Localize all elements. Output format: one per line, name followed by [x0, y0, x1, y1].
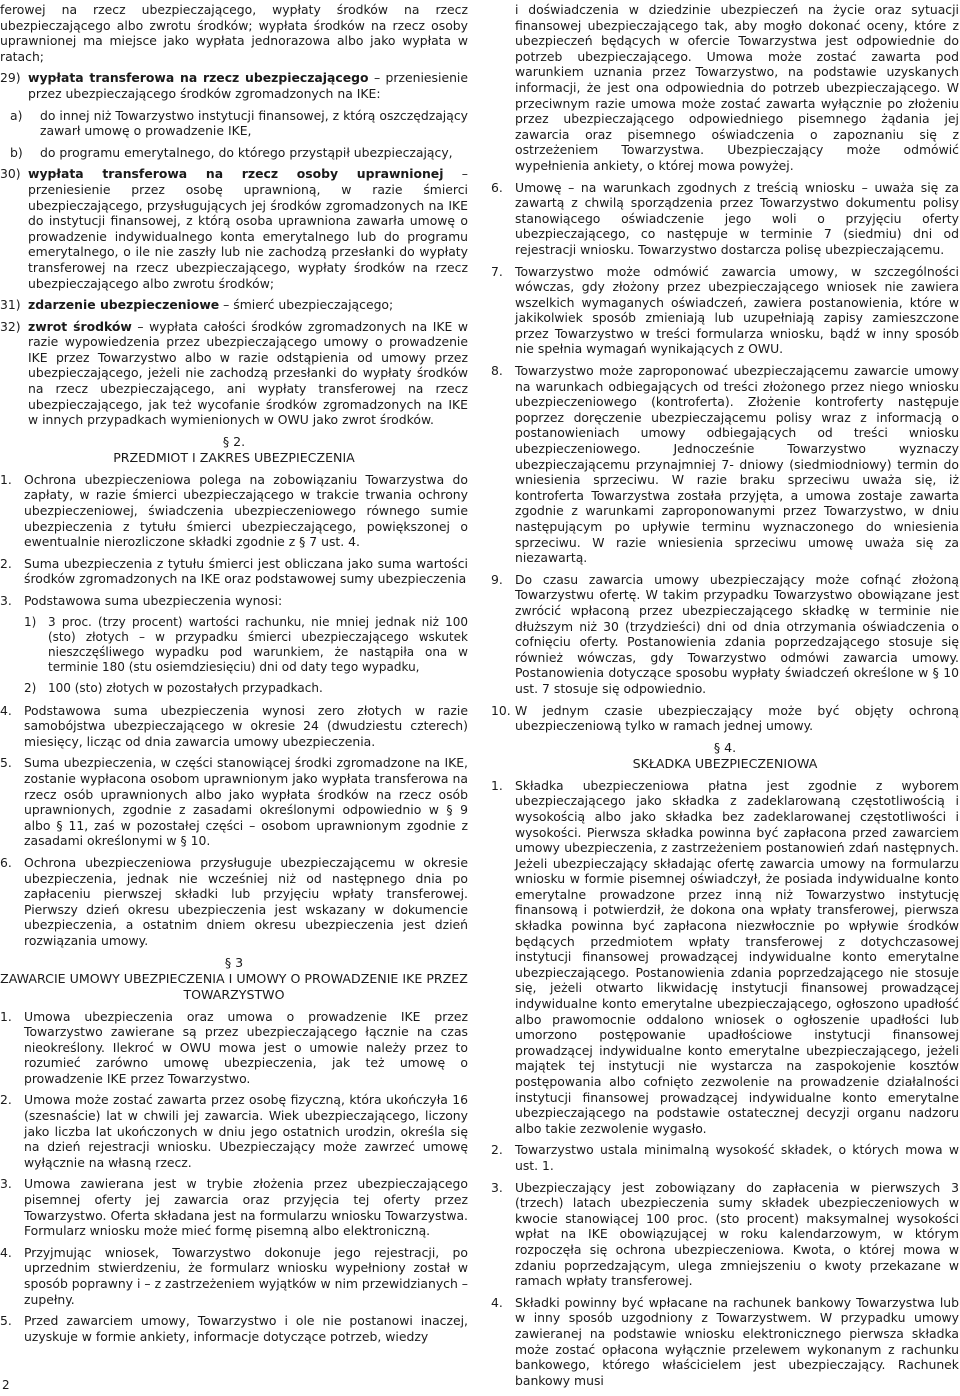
item-text: Przyjmując wniosek, Towarzystwo dokonuje jego rejestracji, po uprzednim stwierdzeniu, że formularz wniosku wypełniony został w sposób poprawny i – z zastrzeżeniem wyjątków w nim przewidzianych – zupełny.: [24, 1244, 468, 1307]
item-text: W jednym czasie ubezpieczający może być objęty ochroną ubezpieczeniową tylko w ramach jednej umowy.: [515, 702, 959, 734]
section-3-item-3: [0, 1176, 468, 1238]
item-number: 7.: [491, 263, 503, 279]
item-number: 3.: [0, 1176, 12, 1192]
page-number: 2: [2, 1378, 10, 1392]
section-3-item-5: [0, 1313, 468, 1344]
definition-term: wypłata transferowa na rzecz ubezpieczającego: [28, 70, 369, 86]
definition-29-b: [10, 145, 468, 161]
section-3-heading: [0, 955, 468, 1003]
definition-29: [0, 70, 468, 101]
right-column: [491, 2, 959, 1394]
item-number: 4.: [0, 702, 12, 718]
section-title: PRZEDMIOT I ZAKRES UBEZPIECZENIA: [113, 449, 355, 465]
item-number: 4.: [0, 1244, 12, 1260]
definition-32: [0, 319, 468, 428]
item-number: 5.: [0, 755, 12, 771]
item-text: Składki powinny być wpłacane na rachunek bankowy Towarzystwa lub w inny sposób uzgodniony z Towarzystwem. W przypadku umowy zawieranej na podstawie wniosku elektronicznego pierwsza składka może zostać opłacona wyłącznie przelewem wykonanym z rachunku bankowego, którego właścicielem jest ubezpieczający. Rachunek bankowy musi: [515, 1294, 959, 1388]
section-3-item-2: [0, 1092, 468, 1170]
item-number: 3.: [0, 593, 12, 608]
item-text: Umowa ubezpieczenia oraz umowa o prowadzenie IKE przez Towarzystwo zawierane są przez ubezpieczającego łącznie na czas nieokreślony. Ilekroć w OWU mowa jest o umowie należy przez to rozumieć zarówno umowę ubezpieczenia, jak też umowę o prowadzenie IKE przez Towarzystwo.: [24, 1008, 468, 1086]
section-3-item-10: [491, 703, 959, 734]
item-number: 6.: [0, 854, 12, 870]
item-text: Umowę – na warunkach zgodnych z treścią wniosku – uważa się za zawartą z chwilą sporządzenia przez Towarzystwo dokumentu polisy stanowiącego oświadczenie jego woli o przyjęciu oferty ubezpieczającego, co następuje w terminie 7 (siedmiu) dni od rejestracji wniosku. Towarzystwo dostarcza polisę ubezpieczającemu.: [515, 179, 959, 257]
definition-term: zwrot środków: [28, 318, 132, 334]
section-4-item-2: [491, 1142, 959, 1173]
definition-number: 29): [0, 70, 21, 86]
definition-31: [0, 297, 468, 313]
item-text: Ochrona ubezpieczeniowa polega na zobowiązaniu Towarzystwa do zapłaty, w razie śmierci ubezpieczającego w trakcie trwania ochrony ubezpieczeniowej, świadczenia ubezpieczeniowego równego sumie ubezpieczenia z tytułu śmierci ubezpieczającego, powiększonej o ewentualnie nierozliczone składki zgodnie z § 7 ust. 4.: [24, 471, 468, 550]
item-text: Składka ubezpieczeniowa płatna jest zgodnie z wyborem ubezpieczającego jako składka z zadeklarowaną częstotliwością i wysokością albo jako składka bez zadeklarowanej częstotliwości i wysokości. Pierwsza składka powinna być zapłacona przed zawarciem umowy ubezpieczenia, z zastrzeżeniem postanowień zdań następnych. Jeżeli ubezpieczający składając ofertę zawarcia umowy na formularzu wniosku w formie pisemnej oświadczył, że posiada indywidualne konto emerytalne prowadzone przez inną niż Towarzystwo instytucję finansową i potwierdził, że dokona ona wpłaty transferowej, pierwsza składka powinna być zapłacona niezwłocznie po wpływie środków będących przedmiotem wpłaty transferowej z dotychczasowej instytucji finansowej prowadzącej indywidualne konto emerytalne ubezpieczającego. Postanowienia zdania poprzedzającego nie stosuje się, jeżeli otwarto likwidację instytucji finansowej prowadzącej indywidualne konto emerytalne ubezpieczającego, ogłoszono upadłość albo prawomocnie oddalono wniosek o ogłoszenie upadłości lub umorzono postępowanie upadłościowe instytucji finansowej prowadzącej indywidualne konto emerytalne ubezpieczającego, jeżeli majątek tej instytucji nie wystarcza na zaspokojenie kosztów postępowania albo cofnięto zezwolenie na prowadzenie działalności instytucji finansowej prowadzącej indywidualne konto emerytalne ubezpieczającego na podstawie ostatecznej decyzji organu nadzoru albo takie zezwolenie wygasło.: [515, 777, 959, 1136]
item-text: Przed zawarciem umowy, Towarzystwo i ole nie postanowi inaczej, uzyskuje w formie ankiety, informacje dotyczące potrzeb, wiedzy: [24, 1313, 468, 1344]
definition-29-a: [10, 108, 468, 139]
section-3-item-4: [0, 1245, 468, 1307]
definition-term: zdarzenie ubezpieczeniowe: [28, 297, 220, 313]
continuation-text: i doświadczenia w dziedzinie ubezpieczeń na życie oraz sytuacji finansowej ubezpieczającego tak, aby mogło dokonać oceny, które z ubezpieczeń będących w ofercie Towarzystwa jest odpowiednie do potrzeb ubezpieczającego. Umowa może zostać zawarta pod warunkiem uznania przez Towarzystwo, na podstawie uzyskanych informacji, że jest ona odpowiednia do potrzeb ubezpieczającego. W przeciwnym razie umowa może zostać zawarta wyłącznie po złożeniu przez ubezpieczającego odpowiedniego pisemnego żądania jej zawarcia oraz pisemnego oświadczenia o zapoznaniu się z ostrzeżeniem Towarzystwa. Ubezpieczający może odmówić wypełnienia ankiety, o której mowa powyżej.: [515, 2, 959, 173]
item-text: Umowa może zostać zawarta przez osobę fizyczną, która ukończyła 16 (szesnaście) lat w chwili jej zawarcia. Wiek ubezpieczającego, liczony jako liczba lat ukończonych w dniu jego ostatnich urodzin, określa się na dzień rejestracji wniosku. Ubezpieczający może zawrzeć umowę wyłącznie na własną rzecz.: [24, 1092, 468, 1170]
item-text: Podstawowa suma ubezpieczenia wynosi:: [24, 593, 283, 608]
definition-number: 31): [0, 297, 21, 313]
item-text: Towarzystwo może odmówić zawarcia umowy, w szczególności wówczas, gdy złożony przez ubezpieczającego wniosek nie zawiera wszelkich wymaganych oświadczeń, zawiera postanowienia, które w jakikolwiek sposób zmieniają lub uzupełniają zapisy zamieszczone przez Towarzystwo w treści formularza wniosku, bądź w inny sposób nie spełnia wymagań wynikających z OWU.: [515, 263, 959, 357]
item-text: Umowa zawierana jest w trybie złożenia przez ubezpieczającego pisemnej oferty jej zawarcia oraz przyjęcia tej oferty przez Towarzystwo. Oferta składana jest na formularzu wniosku Towarzystwa. Formularz wniosku może mieć formę pisemną albo elektroniczną.: [24, 1176, 468, 1239]
item-number: 2.: [0, 555, 12, 571]
continuation-text: ferowej na rzecz ubezpieczającego, wypłaty środków na rzecz ubezpieczającego albo zwrotu środków; wypłata środków na rzecz osoby uprawnionej ma miejsce jako wypłata jednorazowa albo jako wypłata w ratach;: [0, 2, 468, 64]
section-3-item-1: [0, 1009, 468, 1087]
item-number: 2.: [491, 1142, 503, 1158]
left-column: [0, 2, 468, 1350]
sub-item-text: do innej niż Towarzystwo instytucji finansowej, z którą oszczędzający zawarł umowę o prowadzenie IKE,: [40, 107, 468, 139]
item-text: Podstawowa suma ubezpieczenia wynosi zero złotych w razie samobójstwa ubezpieczającego w okresie 24 (dwudziestu czterech) miesięcy, licząc od dnia zawarcia umowy ubezpieczenia.: [24, 702, 468, 749]
item-number: 9.: [491, 571, 503, 587]
item-text: Suma ubezpieczenia, w części stanowiącej środki zgromadzone na IKE, zostanie wypłacona osobom uprawnionym jako wypłata transferowa na rzecz osób uprawnionych albo jako wypłata środków na rzecz osób uprawnionych, zgodnie z zasadami określonymi odpowiednio w § 9 albo § 11, zaś w pozostałej części – osobom uprawnionym zgodnie z zasadami określonymi w § 10.: [24, 755, 468, 849]
section-2-item-5: [0, 755, 468, 849]
section-3-item-9: [491, 572, 959, 697]
section-3-item-8: [491, 363, 959, 566]
section-4-item-3: [491, 1180, 959, 1289]
sub-item-number: 2): [24, 681, 37, 696]
sub-item-text: 100 (sto) złotych w pozostałych przypadkach.: [48, 681, 323, 696]
item-number: 10.: [491, 702, 511, 718]
definition-text: – wypłata całości środków zgromadzonych na IKE w razie wypowiedzenia przez ubezpieczającego umowy o prowadzenie IKE przez Towarzystwo albo w razie odstąpienia od umowy przez ubezpieczającego, jeżeli nie zachodzą przesłanki do wypłaty środków na rzecz ubezpieczającego, ani wypłaty transferowej na rzecz ubezpieczającego, jak też wycofanie środków zgromadzonych na IKE w innych przypadkach wymienionych w OWU jako zwrot środków.: [28, 318, 468, 428]
section-symbol: § 4.: [713, 739, 737, 755]
section-2-item-2: [0, 556, 468, 587]
definition-term: wypłata transferowa na rzecz osoby uprawnionej: [28, 166, 444, 182]
sub-item-number: 1): [24, 614, 37, 629]
section-3-item-6: [491, 180, 959, 258]
item-text: Towarzystwo może zaproponować ubezpieczającemu zawarcie umowy na warunkach odbiegających od treści złożonego przez niego wniosku ubezpieczeniowego (kontroferta). Złożenie kontroferty następuje poprzez doręczenie ubezpieczającemu polisy wraz z informacją o postanowieniach umowy odbiegających od treści wniosku ubezpieczeniowego. Jednocześnie Towarzystwo wyznaczy ubezpieczającemu przynajmniej 7- dniowy (siedmiodniowy) termin do wniesienia sprzeciwu. W razie braku sprzeciwu uważa się, iż kontroferta Towarzystwa została przyjęta, a umowa zostaje zawarta zgodnie z warunkami zaproponowanymi przez Towarzystwo, w dniu następującym po upływie terminu wyznaczonego do wniesienia sprzeciwu. W razie wniesienia sprzeciwu umowę uważa się za niezawartą.: [515, 363, 959, 566]
item-number: 1.: [0, 1008, 12, 1024]
definition-text: – przeniesienie przez osobę uprawnioną, w razie śmierci ubezpieczającego, przysługujących jej środków zgromadzonych na IKE do instytucji finansowej, z którą osoba uprawniona zawarła umowę o prowadzenie indywidualnego konta emerytalnego lub do programu emerytalnego, o ile nie zaszły lub nie zachodzą przesłanki do wypłaty transferowej na rzecz ubezpieczającego, wypłaty środków na rzecz ubezpieczającego albo zwrotu środków;: [28, 166, 468, 291]
section-2-heading: [0, 434, 468, 466]
item-number: 1.: [491, 777, 503, 793]
sub-item-text: do programu emerytalnego, do którego przystąpił ubezpieczający,: [40, 144, 453, 160]
sub-item-letter: b): [10, 144, 23, 160]
item-text: Ochrona ubezpieczeniowa przysługuje ubezpieczającemu w okresie ubezpieczenia, jednak nie wcześniej niż od następnego dnia po zapłaceniu pierwszej składki lub przyjęciu wpłaty transferowej. Pierwszy dzień okresu ubezpieczenia jest wskazany w dokumencie ubezpieczenia, a ostatnim dniem okresu ubezpieczenia jest dzień rozwiązania umowy.: [24, 854, 468, 948]
item-text: Do czasu zawarcia umowy ubezpieczający może cofnąć złożoną Towarzystwu ofertę. W takim przypadku Towarzystwo obowiązane jest zwrócić wpłaconą przez ubezpieczającego składkę w terminie nie dłuższym niż 30 (trzydzieści) dni od dnia otrzymania oświadczenia o cofnięciu oferty. Postanowienia zdania poprzedzającego stosuje się również wówczas, gdy Towarzystwo odmówi zawarcia umowy. Postanowienia dotyczące sposobu wypłaty świadczeń określone w § 10 ust. 7 stosuje się odpowiednio.: [515, 571, 959, 696]
definition-30: [0, 166, 468, 291]
section-4-heading: [491, 740, 959, 772]
sub-item-letter: a): [10, 107, 23, 123]
section-2-item-3-sub-1: [24, 615, 468, 676]
sub-item-text: 3 proc. (trzy procent) wartości rachunku, nie mniej jednak niż 100 (sto) złotych – w przypadku śmierci ubezpieczającego wskutek nieszczęśliwego wypadku pod warunkiem, że nastąpiła ona w terminie 180 (stu osiemdziesięciu) dni od daty tego wypadku,: [48, 614, 468, 675]
section-2-item-4: [0, 703, 468, 750]
section-3-item-7: [491, 264, 959, 358]
item-number: 2.: [0, 1092, 12, 1108]
section-2-item-1: [0, 472, 468, 550]
item-number: 8.: [491, 363, 503, 379]
section-4-item-4: [491, 1295, 959, 1389]
item-number: 3.: [491, 1179, 503, 1195]
section-2-item-3: [0, 593, 468, 609]
item-text: Towarzystwo ustala minimalną wysokość składek, o których mowa w ust. 1.: [515, 1142, 959, 1173]
section-4-item-1: [491, 778, 959, 1137]
section-symbol: § 2.: [222, 433, 246, 449]
section-title: ZAWARCIE UMOWY UBEZPIECZENIA I UMOWY O PROWADZENIE IKE PRZEZ TOWARZYSTWO: [0, 970, 468, 1002]
item-number: 6.: [491, 179, 503, 195]
section-title: SKŁADKA UBEZPIECZENIOWA: [632, 755, 818, 771]
definition-text: – przeniesienie przez ubezpieczającego środków zgromadzonych na IKE:: [28, 70, 468, 101]
item-number: 4.: [491, 1294, 503, 1310]
item-number: 1.: [0, 471, 12, 487]
section-2-item-6: [0, 855, 468, 949]
definition-number: 32): [0, 318, 21, 334]
item-text: Ubezpieczający jest zobowiązany do zapłacenia w pierwszych 3 (trzech) latach ubezpieczenia sumy składek ubezpieczeniowych w kwocie stanowiącej 100 proc. (sto procent) maksymalnej wysokości wpłat na IKE obowiązującej w roku kalendarzowym, w którym rozpoczęła się ochrona ubezpieczeniowa. Kwota, o której mowa w zdaniu poprzedzającym, ulega zmniejszeniu o kwoty przekazane w ramach wpłaty transferowej.: [515, 1179, 959, 1289]
item-text: Suma ubezpieczenia z tytułu śmierci jest obliczana jako suma wartości środków zgromadzonych na IKE oraz podstawowej sumy ubezpieczenia: [24, 555, 468, 587]
definition-number: 30): [0, 166, 21, 182]
definition-text: – śmierć ubezpieczającego;: [219, 297, 394, 313]
section-2-item-3-sub-2: [24, 681, 468, 696]
item-number: 5.: [0, 1313, 12, 1329]
section-symbol: § 3: [224, 954, 244, 970]
